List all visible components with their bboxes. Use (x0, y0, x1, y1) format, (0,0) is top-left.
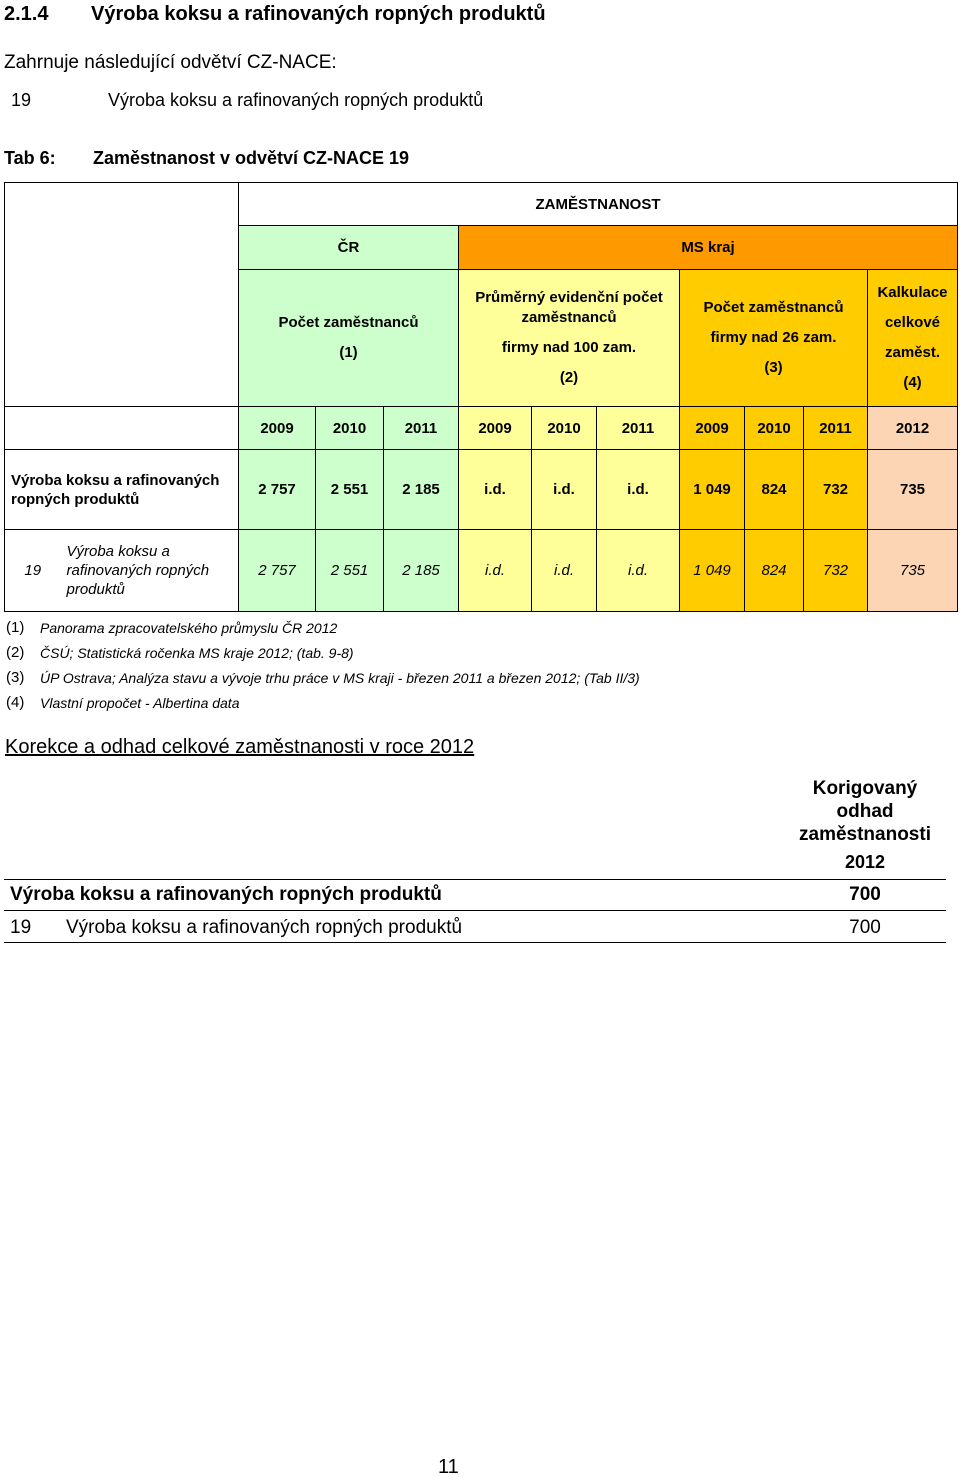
corner-cell (5, 183, 239, 407)
page-number: 11 (438, 1456, 459, 1478)
year-cell: 2010 (316, 407, 384, 450)
year-cell: 2012 (868, 407, 958, 450)
korekce-column-header (790, 777, 940, 846)
korekce-head-year: 2012 (844, 852, 886, 872)
korekce-head-line2: odhad (836, 801, 894, 822)
row-19-label: Výroba koksu a rafinovaných ropných produktů (61, 530, 239, 612)
table-cell: i.d. (532, 530, 597, 612)
divider-line (4, 910, 946, 911)
year-cell: 2010 (745, 407, 804, 450)
col4-source: (4) (903, 374, 922, 391)
employment-table (4, 182, 958, 612)
col3-title: Počet zaměstnanců (703, 299, 844, 316)
divider-line (4, 879, 946, 880)
table-cell: i.d. (532, 450, 597, 530)
col-header-2 (459, 270, 680, 407)
col3-source: (3) (764, 359, 783, 376)
col4-line2: celkové (884, 314, 941, 331)
table-cell: 1 049 (680, 530, 745, 612)
note-text: Vlastní propočet - Albertina data (40, 694, 240, 711)
year-cell: 2010 (532, 407, 597, 450)
group-ms-kraj: MS kraj (459, 226, 958, 270)
table-cell: 824 (745, 530, 804, 612)
year-cell: 2011 (597, 407, 680, 450)
table-label: Tab 6: (4, 148, 56, 168)
year-cell: 2009 (680, 407, 745, 450)
korekce-head-line3: zaměstnanosti (799, 824, 931, 845)
divider-line (4, 942, 946, 943)
col1-title: Počet zaměstnanců (278, 314, 419, 331)
col1-source: (1) (339, 344, 358, 361)
nace-name: Výroba koksu a rafinovaných ropných produktů (108, 90, 484, 110)
note-number: (1) (6, 619, 25, 636)
row-total-label: Výroba koksu a rafinovaných ropných produktů (5, 450, 239, 530)
col2-sub: firmy nad 100 zam. (501, 339, 637, 356)
table-cell: i.d. (597, 450, 680, 530)
years-corner (5, 407, 239, 450)
table-cell: 2 551 (316, 450, 384, 530)
table-cell: 735 (868, 530, 958, 612)
table-cell: 2 551 (316, 530, 384, 612)
korekce-row-total-label: Výroba koksu a rafinovaných ropných produktů (10, 884, 442, 905)
korekce-row-19-label: Výroba koksu a rafinovaných ropných produktů (66, 917, 463, 938)
note-item (6, 615, 640, 640)
korekce-row-total-value: 700 (849, 884, 881, 905)
note-text: Panorama zpracovatelského průmyslu ČR 2012 (40, 619, 338, 636)
note-text: ÚP Ostrava; Analýza stavu a vývoje trhu práce v MS kraji - březen 2011 a březen 2012; (Tab II/3) (40, 669, 640, 686)
korekce-head-line1: Korigovaný (812, 778, 918, 799)
note-text: ČSÚ; Statistická ročenka MS kraje 2012; (tab. 9-8) (40, 644, 354, 661)
section-title: Výroba koksu a rafinovaných ropných produktů (91, 3, 546, 25)
intro-text: Zahrnuje následující odvětví CZ-NACE: (4, 52, 337, 73)
nace-code: 19 (11, 90, 32, 110)
year-cell: 2011 (384, 407, 459, 450)
note-number: (2) (6, 644, 25, 661)
col3-sub: firmy nad 26 zam. (710, 329, 837, 346)
table-cell: 732 (804, 530, 868, 612)
table-cell: i.d. (597, 530, 680, 612)
table-cell: i.d. (459, 530, 532, 612)
note-number: (3) (6, 669, 25, 686)
col4-line1: Kalkulace (877, 284, 948, 301)
group-cr: ČR (239, 226, 459, 270)
korekce-row-19-value: 700 (849, 917, 881, 938)
table-cell: 1 049 (680, 450, 745, 530)
year-cell: 2009 (239, 407, 316, 450)
row-19-code: 19 (5, 530, 61, 612)
korekce-title: Korekce a odhad celkové zaměstnanosti v roce 2012 (5, 736, 475, 758)
table-cell: 2 757 (239, 450, 316, 530)
source-notes (6, 615, 640, 715)
table-cell: i.d. (459, 450, 532, 530)
table-cell: 824 (745, 450, 804, 530)
table-cell: 2 757 (239, 530, 316, 612)
col-header-1 (239, 270, 459, 407)
table-cell: 732 (804, 450, 868, 530)
table-title: Zaměstnanost v odvětví CZ-NACE 19 (93, 148, 410, 168)
table-cell: 2 185 (384, 450, 459, 530)
top-header: ZAMĚSTNANOST (239, 183, 958, 226)
col2-title: Průměrný evidenční počet zaměstnanců (475, 289, 663, 326)
table-cell: 2 185 (384, 530, 459, 612)
year-cell: 2011 (804, 407, 868, 450)
col4-line3: zaměst. (884, 344, 941, 361)
col2-source: (2) (559, 369, 579, 386)
table-cell: 735 (868, 450, 958, 530)
col-header-3 (680, 270, 868, 407)
korekce-row-19-code: 19 (10, 917, 32, 938)
note-item (6, 665, 640, 690)
col-header-4 (868, 270, 958, 407)
section-number: 2.1.4 (4, 3, 49, 25)
note-item (6, 640, 640, 665)
note-item (6, 690, 640, 715)
note-number: (4) (6, 694, 25, 711)
year-cell: 2009 (459, 407, 532, 450)
